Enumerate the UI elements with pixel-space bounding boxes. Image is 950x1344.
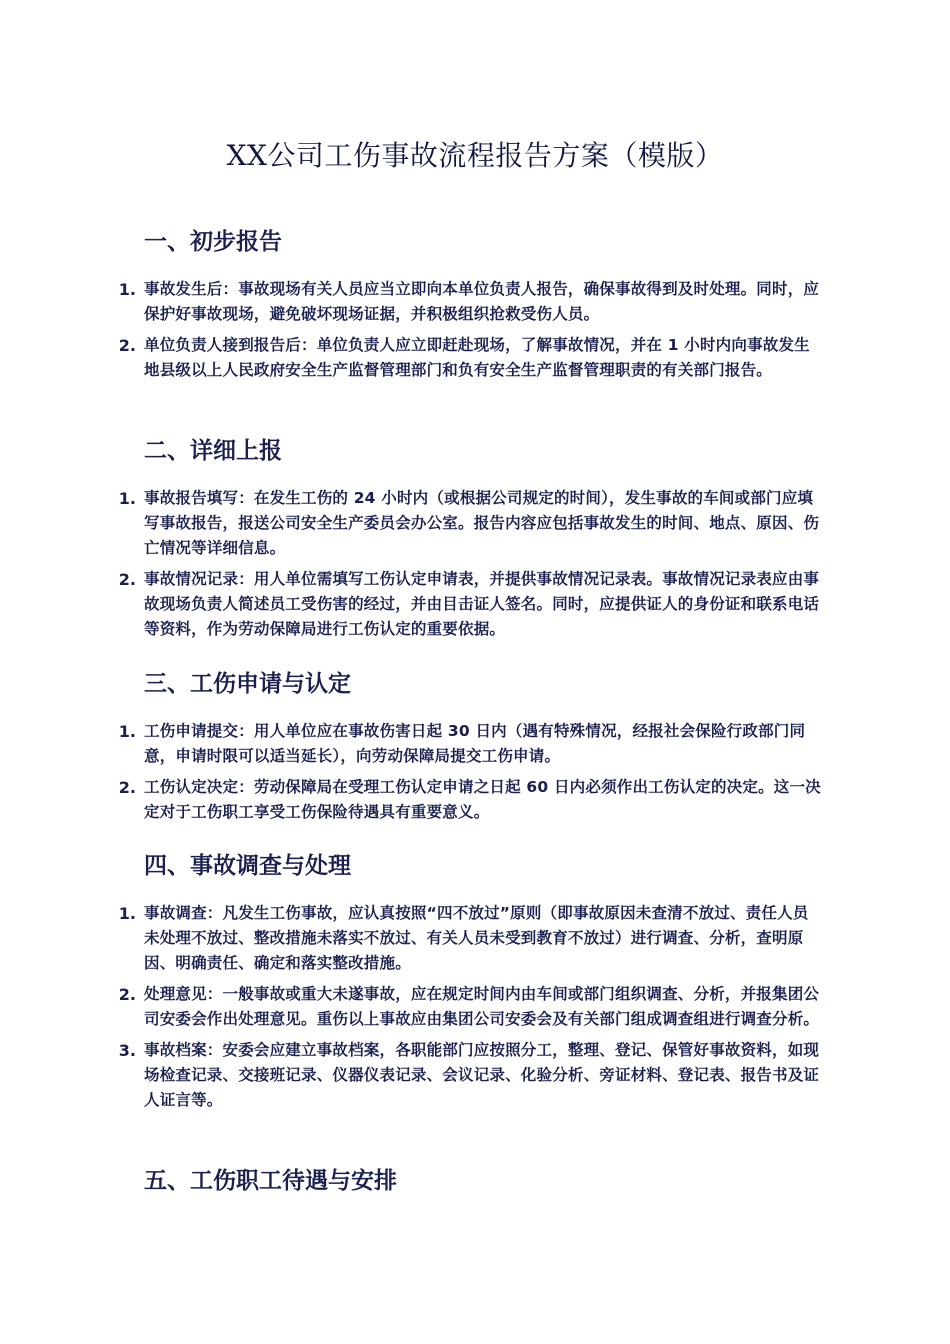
list-number: 1.: [118, 722, 136, 741]
list-item: [118, 277, 824, 327]
list-item: [118, 901, 824, 976]
list-number: 1.: [118, 489, 136, 508]
list-text: 事故报告填写：在发生工伤的 24 小时内（或根据公司规定的时间），发生事故的车间或部门应填写事故报告，报送公司安全生产委员会办公室。报告内容应包括事故发生的时间、地点、原因、伤亡情况等详细信息。: [144, 489, 820, 557]
list-item: [118, 567, 824, 642]
section-worker-treatment: [144, 1167, 824, 1195]
section-heading: 一、初步报告: [144, 229, 282, 255]
list-number: 2.: [118, 778, 136, 797]
section-heading: 二、详细上报: [144, 438, 282, 464]
list-number: 3.: [118, 1041, 136, 1060]
list-text: 工伤认定决定：劳动保障局在受理工伤认定申请之日起 60 日内必须作出工伤认定的决定。这一决定对于工伤职工享受工伤保险待遇具有重要意义。: [144, 778, 821, 821]
list-item: [118, 333, 824, 383]
section-detailed-report: [118, 437, 824, 648]
section-heading: 三、工伤申请与认定: [144, 671, 351, 697]
list-number: 2.: [118, 985, 136, 1004]
list-item: [118, 775, 824, 825]
list-number: 1.: [118, 904, 136, 923]
list-number: 1.: [118, 280, 136, 299]
list-text: 单位负责人接到报告后：单位负责人应立即赶赴现场，了解事故情况，并在 1 小时内向事故发生地县级以上人民政府安全生产监督管理部门和负有安全生产监督管理职责的有关部门报告。: [144, 336, 810, 379]
section-initial-report: [118, 228, 824, 389]
section-injury-application: [118, 670, 824, 831]
list-number: 2.: [118, 336, 136, 355]
list-text: 工伤申请提交：用人单位应在事故伤害日起 30 日内（遇有特殊情况，经报社会保险行政部门同意，申请时限可以适当延长），向劳动保障局提交工伤申请。: [144, 722, 806, 765]
document-title: XX公司工伤事故流程报告方案（模版）: [226, 139, 724, 172]
list-item: [118, 982, 824, 1032]
list-text: 处理意见：一般事故或重大未遂事故，应在规定时间内由车间或部门组织调查、分析，并报集团公司安委会作出处理意见。重伤以上事故应由集团公司安委会及有关部门组成调查组进行调查分析。: [144, 985, 820, 1028]
section-heading: 四、事故调查与处理: [144, 853, 351, 879]
list-item: [118, 719, 824, 769]
section-investigation: [118, 852, 824, 1119]
list-text: 事故情况记录：用人单位需填写工伤认定申请表，并提供事故情况记录表。事故情况记录表应由事故现场负责人简述员工受伤害的经过，并由目击证人签名。同时，应提供证人的身份证和联系电话等资料，作为劳动保障局进行工伤认定的重要依据。: [144, 570, 820, 638]
list-text: 事故发生后：事故现场有关人员应当立即向本单位负责人报告，确保事故得到及时处理。同时，应保护好事故现场，避免破坏现场证据，并积极组织抢救受伤人员。: [144, 280, 820, 323]
list-item: [118, 486, 824, 561]
section-heading: 五、工伤职工待遇与安排: [144, 1168, 397, 1194]
list-text: 事故档案：安委会应建立事故档案，各职能部门应按照分工，整理、登记、保管好事故资料，如现场检查记录、交接班记录、仪器仪表记录、会议记录、化验分析、旁证材料、登记表、报告书及证人证言等。: [144, 1041, 820, 1109]
list-text: 事故调查：凡发生工伤事故，应认真按照“四不放过”原则（即事故原因未查清不放过、责任人员未处理不放过、整改措施未落实不放过、有关人员未受到教育不放过）进行调查、分析，查明原因、明确责任、确定和落实整改措施。: [144, 904, 809, 972]
list-item: [118, 1038, 824, 1113]
list-number: 2.: [118, 570, 136, 589]
